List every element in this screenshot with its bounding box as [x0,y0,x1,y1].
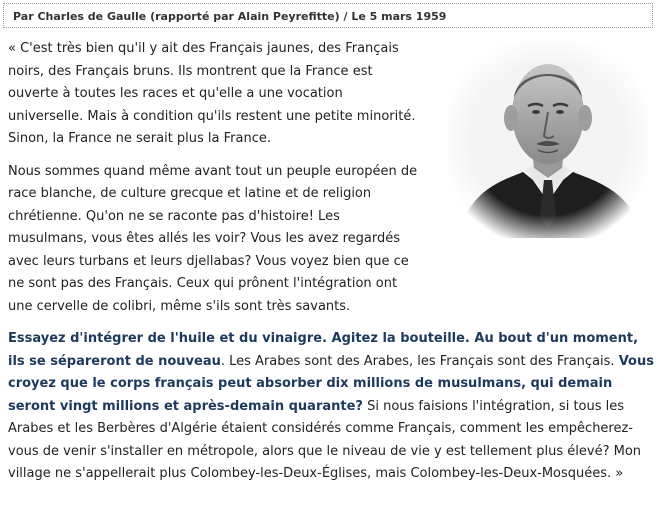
emphasis-oil-vinegar: Essayez d'intégrer de l'huile et du vinaigre. Agitez la bouteille. Au bout d'un moment, ils se sépareront de nouveau [8,331,639,369]
quote-paragraph-1: « C'est très bien qu'il y ait des Français jaunes, des Français noirs, des Français bruns. Ils montrent que la France est ouverte à toutes les races et qu'elle a une vocation universelle. Mais à condition qu'ils restent une petite minorité. Sinon, la France ne serait plus la France. [8,41,416,146]
quote-paragraph-2: Nous sommes quand même avant tout un peuple européen de race blanche, de culture grecque et latine et de religion chrétienne. Qu'on ne se raconte pas d'histoire! Les musulmans, vous êtes allés les voir? Vous les avez regardés avec leurs turbans et leurs djellabas? Vous voyez bien que ce ne sont pas des Français. Ceux qui prônent l'intégration ont une cervelle de colibri, même s'ils sont très savants. [8,163,418,314]
text-arabs-french: . Les Arabes sont des Arabes, les Français sont des Français. [220,353,619,369]
byline: Par Charles de Gaulle (rapporté par Alain Peyrefitte) / Le 5 mars 1959 [13,10,447,23]
emphasis-absorb-millions: Vous croyez que le corps français peut absorber dix millions de musulmans, qui demain seront vingt millions et après-demain quarante? [8,353,654,414]
byline-box [3,3,653,28]
quote-paragraph-3 [8,328,654,486]
text-integration-consequence: Si nous faisions l'intégration, si tous les Arabes et les Berbères d'Algérie étaient considérés comme Français, comment les empêcherez-vous de venir s'installer en métropole, alors que le niveau de vie y est tellement plus élevé? Mon village ne s'appellerait plus Colombey-les-Deux-Églises, mais Colombey-les-Deux-Mosquées. » [8,398,642,481]
portrait-image [448,42,648,238]
quote-body [8,38,654,496]
portrait-photo [448,42,648,238]
